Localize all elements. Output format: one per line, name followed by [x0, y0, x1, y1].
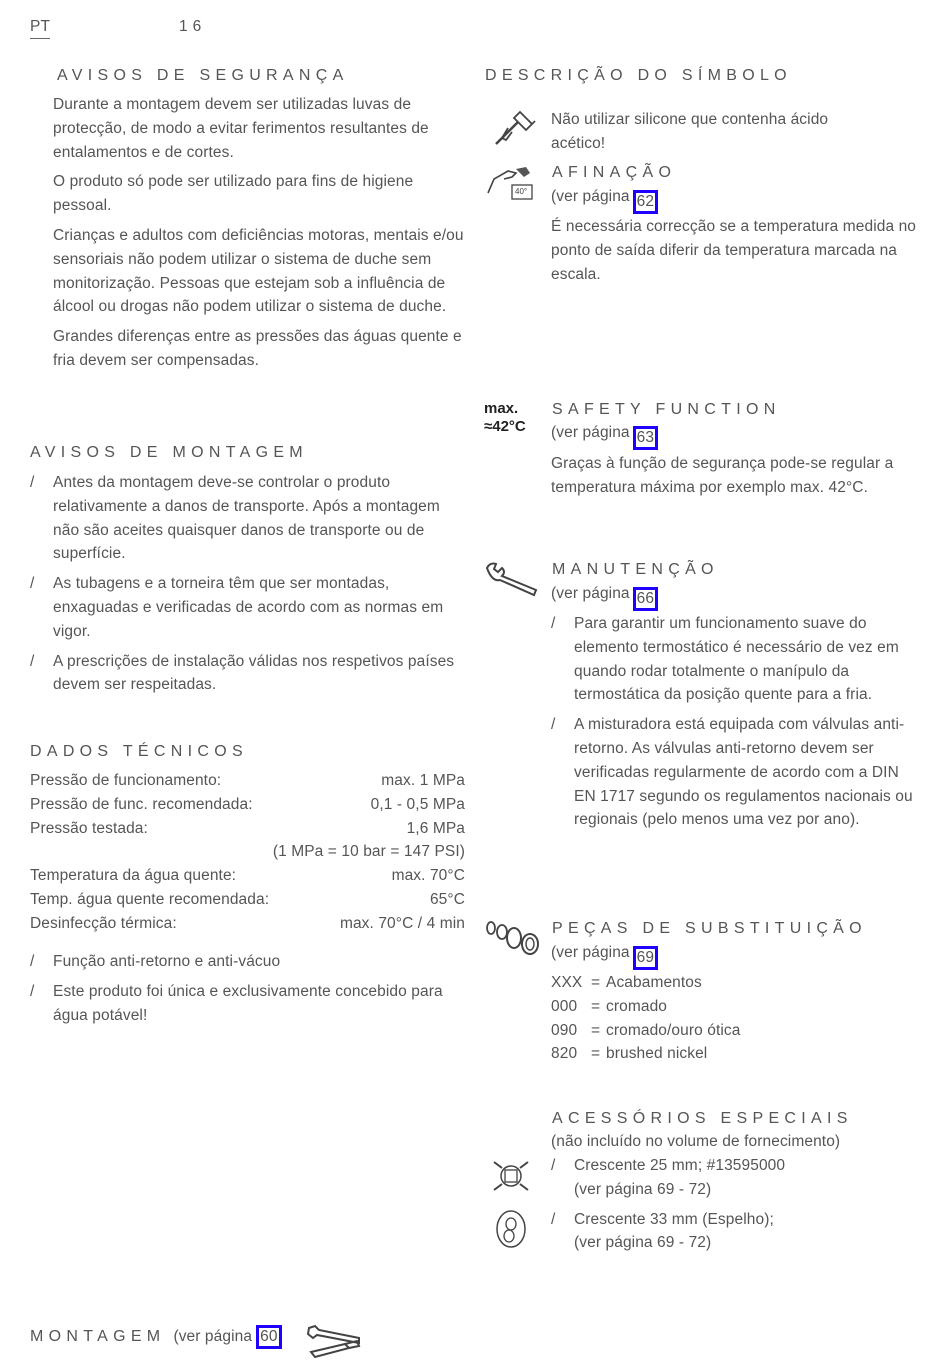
table-row: Pressão testada: 1,6 MPa [30, 819, 465, 837]
list-item: / Crescente 25 mm; #13595000 (ver página 69 - 72) [551, 1157, 786, 1198]
afinacao-reference: (ver página 62 [551, 185, 658, 214]
max-temperature-icon [484, 400, 526, 436]
page-link-63[interactable]: 63 [633, 426, 658, 450]
montagem-section [30, 1325, 282, 1349]
list-item: / Para garantir um funcionamento suave do elemento termostático é necessário de vez em quando rodar totalmente o manípulo da termostática da posição quente para a fria. [551, 615, 899, 704]
silicone-warning-text: Não utilizar silicone que contenha ácido acético! [551, 111, 829, 152]
page-link-60[interactable]: 60 [256, 1325, 281, 1349]
silicone-gun-icon [488, 108, 536, 148]
acessorios-subtitle: (não incluído no volume de fornecimento) [551, 1133, 841, 1150]
list-item: / Este produto foi única e exclusivamente concebido para água potável! [30, 982, 443, 1024]
technical-data-table [30, 769, 465, 936]
safety-section [53, 93, 465, 379]
assembly-notes-list [30, 471, 460, 703]
technical-notes-list [30, 950, 460, 1033]
list-item: XXX = Acabamentos [551, 974, 702, 991]
safety-paragraph: Durante a montagem devem ser utilizadas luvas de protecção, de modo a evitar ferimentos resultantes de entalamentos e de cortes. [53, 96, 429, 161]
page-link-62[interactable]: 62 [633, 190, 658, 214]
wrench-33mm-icon [494, 1208, 528, 1250]
thermometer-hand-icon [486, 163, 536, 203]
tools-icon [305, 1322, 363, 1360]
list-item: 000 = cromado [551, 997, 668, 1015]
safety-paragraph: O produto só pode ser utilizado para fins de higiene pessoal. [53, 173, 414, 215]
safety-paragraph: Crianças e adultos com deficiências motoras, mentais e/ou sensoriais não podem utilizar o sistema de duche sem monitorização. Pessoas que estejam sob a influência de álcool ou drogas não podem utilizar o sistema de duche. [53, 226, 464, 316]
safety-function-text: Graças à função de segurança pode-se regular a temperatura máxima por exemplo max. 42°C. [551, 455, 894, 496]
list-item: / Função anti-retorno e anti-vácuo [30, 953, 281, 970]
wrench-25mm-icon [490, 1156, 532, 1196]
page-reference-label: (ver página [173, 1328, 253, 1346]
acessorios-heading: ACESSÓRIOS ESPECIAIS [552, 1110, 853, 1127]
table-row: (1 MPa = 10 bar = 147 PSI) [272, 843, 465, 861]
list-item: / A misturadora está equipada com válvulas anti-retorno. As válvulas anti-retorno devem ser verificadas regularmente de acordo com a DIN EN 1717 segundo os regulamentos nacionais ou regionais (pelo menos uma vez por ano). [551, 716, 913, 829]
language-code: PT [30, 16, 50, 39]
temperature-label: ≈42°C [484, 418, 526, 435]
pecas-reference: (ver página 69 [551, 941, 658, 970]
manutencao-heading: MANUTENÇÃO [552, 561, 719, 578]
table-row: Pressão de func. recomendada: 0,1 - 0,5 MPa [30, 795, 465, 813]
max-label: max. [484, 400, 519, 417]
acessorios-list [551, 1154, 911, 1261]
finish-codes-list [551, 971, 740, 1066]
table-row: Temp. água quente recomendada: 65°C [30, 890, 465, 908]
list-item: / Antes da montagem deve-se controlar o produto relativamente a danos de transporte. Após a montagem não são aceites quaisquer danos de transporte ou de superfície. [30, 474, 440, 563]
table-row: Desinfecção térmica: max. 70°C / 4 min [30, 914, 465, 932]
page-link-66[interactable]: 66 [633, 587, 658, 611]
montagem-heading: MONTAGEM [30, 1328, 166, 1345]
list-item: / A prescrições de instalação válidas nos respetivos países devem ser respeitadas. [30, 652, 455, 694]
list-item: 090 = cromado/ouro ótica [551, 1021, 741, 1039]
pecas-heading: PEÇAS DE SUBSTITUIÇÃO [552, 920, 867, 937]
page-link-69[interactable]: 69 [633, 946, 658, 970]
symbol-description-heading: DESCRIÇÃO DO SÍMBOLO [485, 67, 792, 84]
safety-heading: AVISOS DE SEGURANÇA [57, 67, 349, 84]
assembly-notes-heading: AVISOS DE MONTAGEM [30, 444, 308, 461]
list-item: 820 = brushed nickel [551, 1045, 708, 1063]
manutencao-list [551, 612, 916, 838]
safety-function-reference: (ver página 63 [551, 421, 658, 450]
thermometer-label: 40° [515, 187, 528, 196]
list-item: / As tubagens e a torneira têm que ser montadas, enxaguadas e verificadas de acordo com as normas em vigor. [30, 575, 444, 640]
list-item: / Crescente 33 mm (Espelho); (ver página 69 - 72) [551, 1210, 774, 1252]
table-row: Pressão de funcionamento: max. 1 MPa [30, 772, 465, 789]
afinacao-text: É necessária correcção se a temperatura medida no ponto de saída diferir da temperatura marcada na escala. [551, 218, 917, 283]
safety-paragraph: Grandes diferenças entre as pressões das águas quente e fria devem ser compensadas. [53, 328, 462, 369]
spare-parts-icon [484, 918, 542, 956]
manutencao-reference: (ver página 66 [551, 582, 658, 611]
wrench-icon [484, 560, 540, 598]
afinacao-heading: AFINAÇÃO [552, 164, 677, 181]
table-row: Temperatura da água quente: max. 70°C [30, 867, 465, 885]
safety-function-heading: SAFETY FUNCTION [552, 401, 781, 418]
page-number: 16 [179, 18, 207, 35]
technical-data-heading: DADOS TÉCNICOS [30, 743, 248, 760]
